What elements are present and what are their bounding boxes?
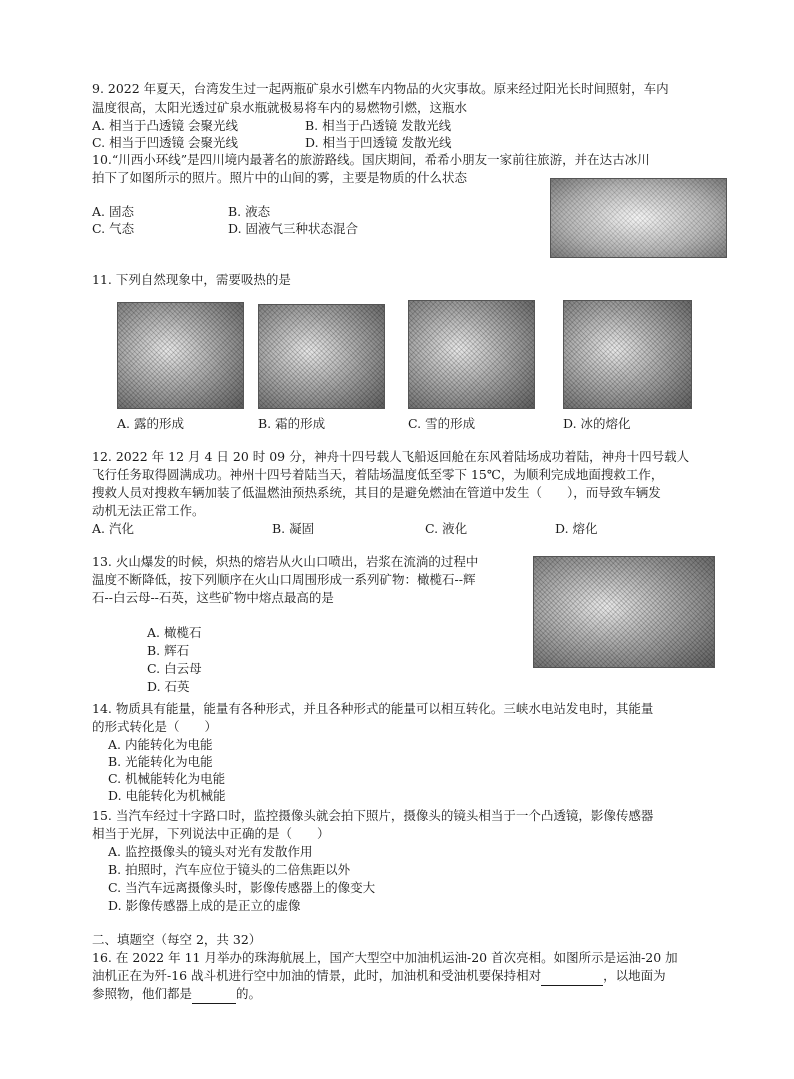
- q12-option-c: C. 液化: [425, 521, 468, 536]
- q9-option-b: B. 相当于凸透镜 发散光线: [305, 118, 452, 133]
- q15-stem-line1: 15. 当汽车经过十字路口时，监控摄像头就会拍下照片，摄像头的镜头相当于一个凸透镜，影像传感器: [92, 808, 654, 823]
- q11-dew-photo: [117, 302, 244, 409]
- q11-option-a: A. 露的形成: [117, 416, 184, 431]
- q16-line3: [92, 985, 261, 1004]
- q13-stem-line1: 13. 火山爆发的时候，炽热的熔岩从火山口喷出，岩浆在流淌的过程中: [92, 554, 479, 569]
- q15-option-c: C. 当汽车远离摄像头时，影像传感器上的像变大: [108, 880, 376, 895]
- q14-stem-line1: 14. 物质具有能量，能量有各种形式，并且各种形式的能量可以相互转化。三峡水电站发电时，其能量: [92, 701, 654, 716]
- q16-blank-2[interactable]: [192, 985, 236, 1004]
- q16-line1: 16. 在 2022 年 11 月举办的珠海航展上，国产大型空中加油机运油-20 首次亮相。如图所示是运油-20 加: [92, 950, 678, 965]
- q16-line2-text-a: 油机正在为歼-16 战斗机进行空中加油的情景，此时，加油机和受油机要保持相对: [92, 968, 542, 983]
- q14-option-a: A. 内能转化为电能: [108, 737, 213, 752]
- q12-option-a: A. 汽化: [92, 521, 134, 536]
- q11-frost-photo: [258, 304, 385, 409]
- q13-stem-line3: 石--白云母--石英，这些矿物中熔点最高的是: [92, 590, 334, 605]
- q11-option-c: C. 雪的形成: [408, 416, 476, 431]
- q14-option-d: D. 电能转化为机械能: [108, 788, 226, 803]
- q9-option-d: D. 相当于凹透镜 发散光线: [305, 135, 452, 150]
- q12-stem-line2: 飞行任务取得圆满成功。神州十四号着陆当天，着陆场温度低至零下 15℃，为顺利完成地面搜救工作，: [92, 467, 664, 482]
- q15-stem-line2: 相当于光屏，下列说法中正确的是（ ）: [92, 826, 330, 841]
- q16-blank-1[interactable]: [541, 967, 603, 986]
- q13-option-a: A. 橄榄石: [147, 625, 202, 640]
- q13-option-b: B. 辉石: [147, 643, 190, 658]
- q15-option-b: B. 拍照时，汽车应位于镜头的二倍焦距以外: [108, 862, 351, 877]
- q13-option-d: D. 石英: [147, 679, 190, 694]
- q11-option-b: B. 霜的形成: [258, 416, 326, 431]
- q12-stem-line3: 搜救人员对搜救车辆加装了低温燃油预热系统，其目的是避免燃油在管道中发生（ ），而导致车辆发: [92, 485, 661, 500]
- q14-option-c: C. 机械能转化为电能: [108, 771, 226, 786]
- q10-option-a: A. 固态: [92, 204, 134, 219]
- q11-stem: 11. 下列自然现象中，需要吸热的是: [92, 272, 291, 287]
- section-2-title: 二、填题空（每空 2，共 32）: [92, 932, 262, 947]
- q10-stem-line2: 拍下了如图所示的照片。照片中的山间的雾，主要是物质的什么状态: [92, 170, 468, 185]
- q12-stem-line4: 动机无法正常工作。: [92, 503, 205, 518]
- q9-stem-line2: 温度很高，太阳光透过矿泉水瓶就极易将车内的易燃物引燃，这瓶水: [92, 100, 468, 115]
- q11-ice-melting-photo: [563, 300, 692, 409]
- q10-stem-line1: 10.“川西小环线”是四川境内最著名的旅游路线。国庆期间，希希小朋友一家前往旅游，并在达古冰川: [92, 152, 650, 167]
- q10-option-c: C. 气态: [92, 221, 135, 236]
- q9-option-a: A. 相当于凸透镜 会聚光线: [92, 118, 238, 133]
- q12-option-d: D. 熔化: [555, 521, 598, 536]
- q16-line2-text-b: ，以地面为: [603, 968, 666, 983]
- q15-option-d: D. 影像传感器上成的是正立的虚像: [108, 898, 301, 913]
- q13-stem-line2: 温度不断降低，按下列顺序在火山口周围形成一系列矿物：橄榄石--辉: [92, 572, 476, 587]
- q12-stem-line1: 12. 2022 年 12 月 4 日 20 时 09 分，神舟十四号载人飞船返回舱在东风着陆场成功着陆，神舟十四号载人: [92, 449, 690, 464]
- q11-option-d: D. 冰的熔化: [563, 416, 631, 431]
- q13-option-c: C. 白云母: [147, 661, 202, 676]
- q15-option-a: A. 监控摄像头的镜头对光有发散作用: [108, 844, 313, 859]
- q12-option-b: B. 凝固: [272, 521, 315, 536]
- q16-line2: [92, 967, 666, 986]
- q14-option-b: B. 光能转化为电能: [108, 754, 213, 769]
- q9-option-c: C. 相当于凹透镜 会聚光线: [92, 135, 239, 150]
- q14-stem-line2: 的形式转化是（ ）: [92, 719, 218, 734]
- q10-option-b: B. 液态: [228, 204, 271, 219]
- q11-snow-photo: [408, 300, 535, 409]
- q9-stem-line1: 9. 2022 年夏天，台湾发生过一起两瓶矿泉水引燃车内物品的火灾事故。原来经过阳光长时间照射，车内: [92, 81, 669, 96]
- q16-line3-text-b: 的。: [236, 986, 262, 1001]
- q10-glacier-fog-photo: [550, 178, 727, 258]
- q13-volcano-photo: [533, 556, 715, 668]
- q16-line3-text-a: 参照物，他们都是: [92, 986, 193, 1001]
- q10-option-d: D. 固液气三种状态混合: [228, 221, 359, 236]
